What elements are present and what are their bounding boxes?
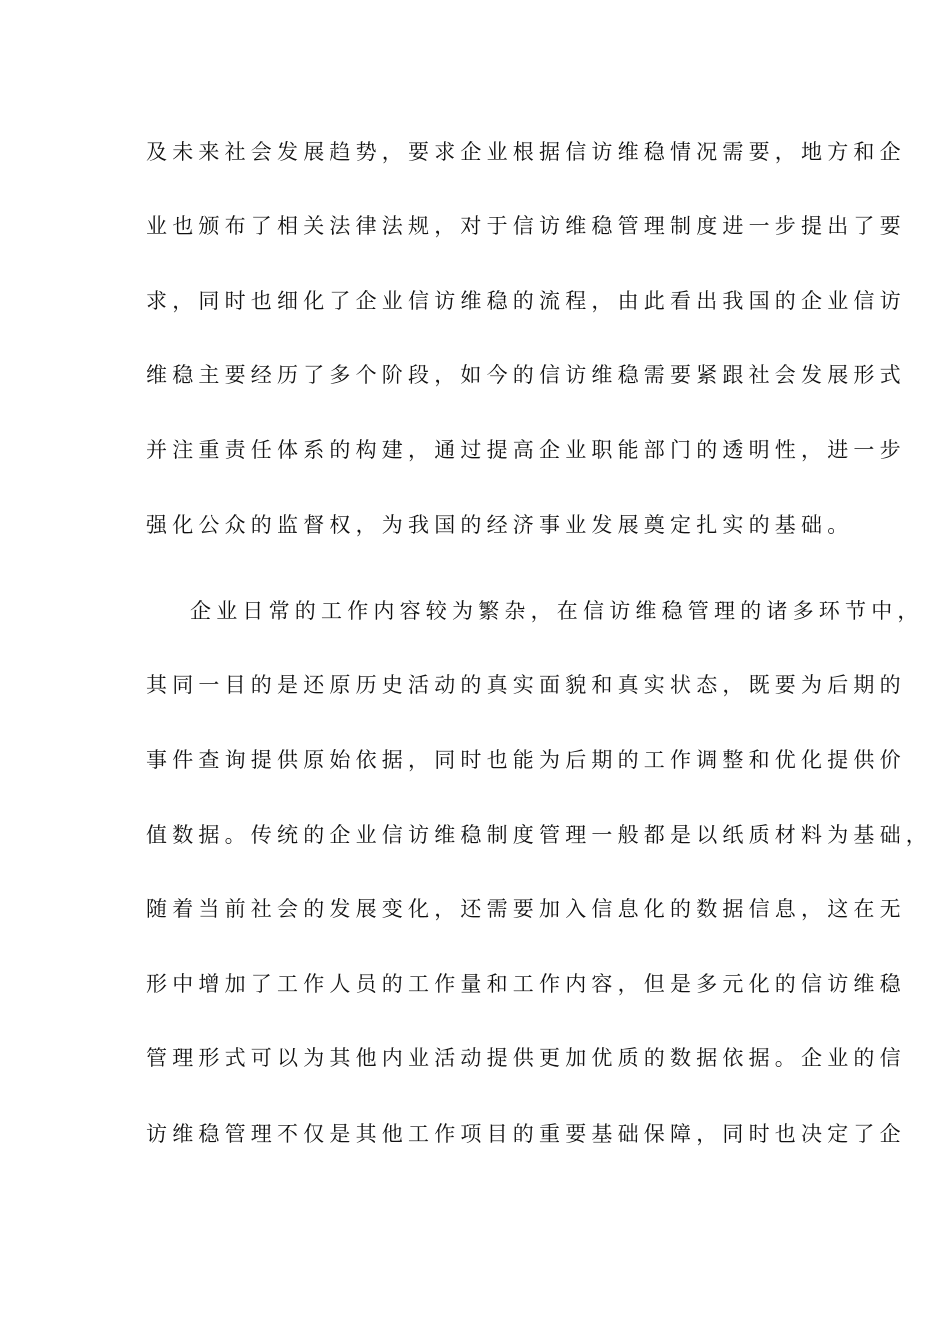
text-line: 及未来社会发展趋势，要求企业根据信访维稳情况需要，地方和企 — [146, 140, 906, 164]
text-line: 其同一目的是还原历史活动的真实面貌和真实状态，既要为后期的 — [146, 673, 906, 697]
text-line: 管理形式可以为其他内业活动提供更加优质的数据依据。企业的信 — [146, 1046, 906, 1070]
text-line: 并注重责任体系的构建，通过提高企业职能部门的透明性，进一步 — [146, 438, 906, 462]
text-line: 事件查询提供原始依据，同时也能为后期的工作调整和优化提供价 — [146, 748, 906, 772]
text-line: 形中增加了工作人员的工作量和工作内容，但是多元化的信访维稳 — [146, 972, 906, 996]
text-line: 随着当前社会的发展变化，还需要加入信息化的数据信息，这在无 — [146, 897, 906, 921]
paragraph-first-line: 企业日常的工作内容较为繁杂，在信访维稳管理的诸多环节中， — [190, 599, 924, 623]
text-line: 业也颁布了相关法律法规，对于信访维稳管理制度进一步提出了要 — [146, 214, 906, 238]
text-line: 维稳主要经历了多个阶段，如今的信访维稳需要紧跟社会发展形式 — [146, 363, 906, 387]
text-line: 求，同时也细化了企业信访维稳的流程，由此看出我国的企业信访 — [146, 289, 906, 313]
text-line: 值数据。传统的企业信访维稳制度管理一般都是以纸质材料为基础， — [146, 823, 932, 847]
text-line: 强化公众的监督权，为我国的经济事业发展奠定扎实的基础。 — [146, 513, 854, 537]
text-line: 访维稳管理不仅是其他工作项目的重要基础保障，同时也决定了企 — [146, 1122, 906, 1146]
